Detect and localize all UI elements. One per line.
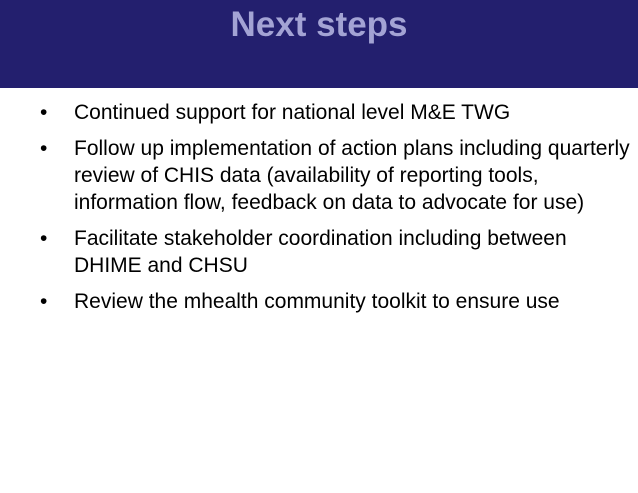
bullet-marker: • [40,137,48,160]
bullet-item [40,99,630,126]
bullet-item [40,225,630,279]
bullet-text: Review the mhealth community toolkit to ensure use [74,290,560,313]
bullet-text: Continued support for national level M&E TWG [74,101,511,124]
bullet-item [40,288,630,315]
bullet-text: Facilitate stakeholder coordination including between DHIME and CHSU [74,227,567,277]
bullet-list [40,99,630,324]
bullet-marker: • [40,290,48,313]
slide-title: Next steps [230,5,408,44]
bullet-marker: • [40,227,48,250]
bullet-text: Follow up implementation of action plans including quarterly review of CHIS data (availability of reporting tools, information flow, feedback on data to advocate for use) [74,137,630,214]
title-bar [0,0,638,88]
bullet-marker: • [40,101,48,124]
bullet-item [40,135,630,216]
